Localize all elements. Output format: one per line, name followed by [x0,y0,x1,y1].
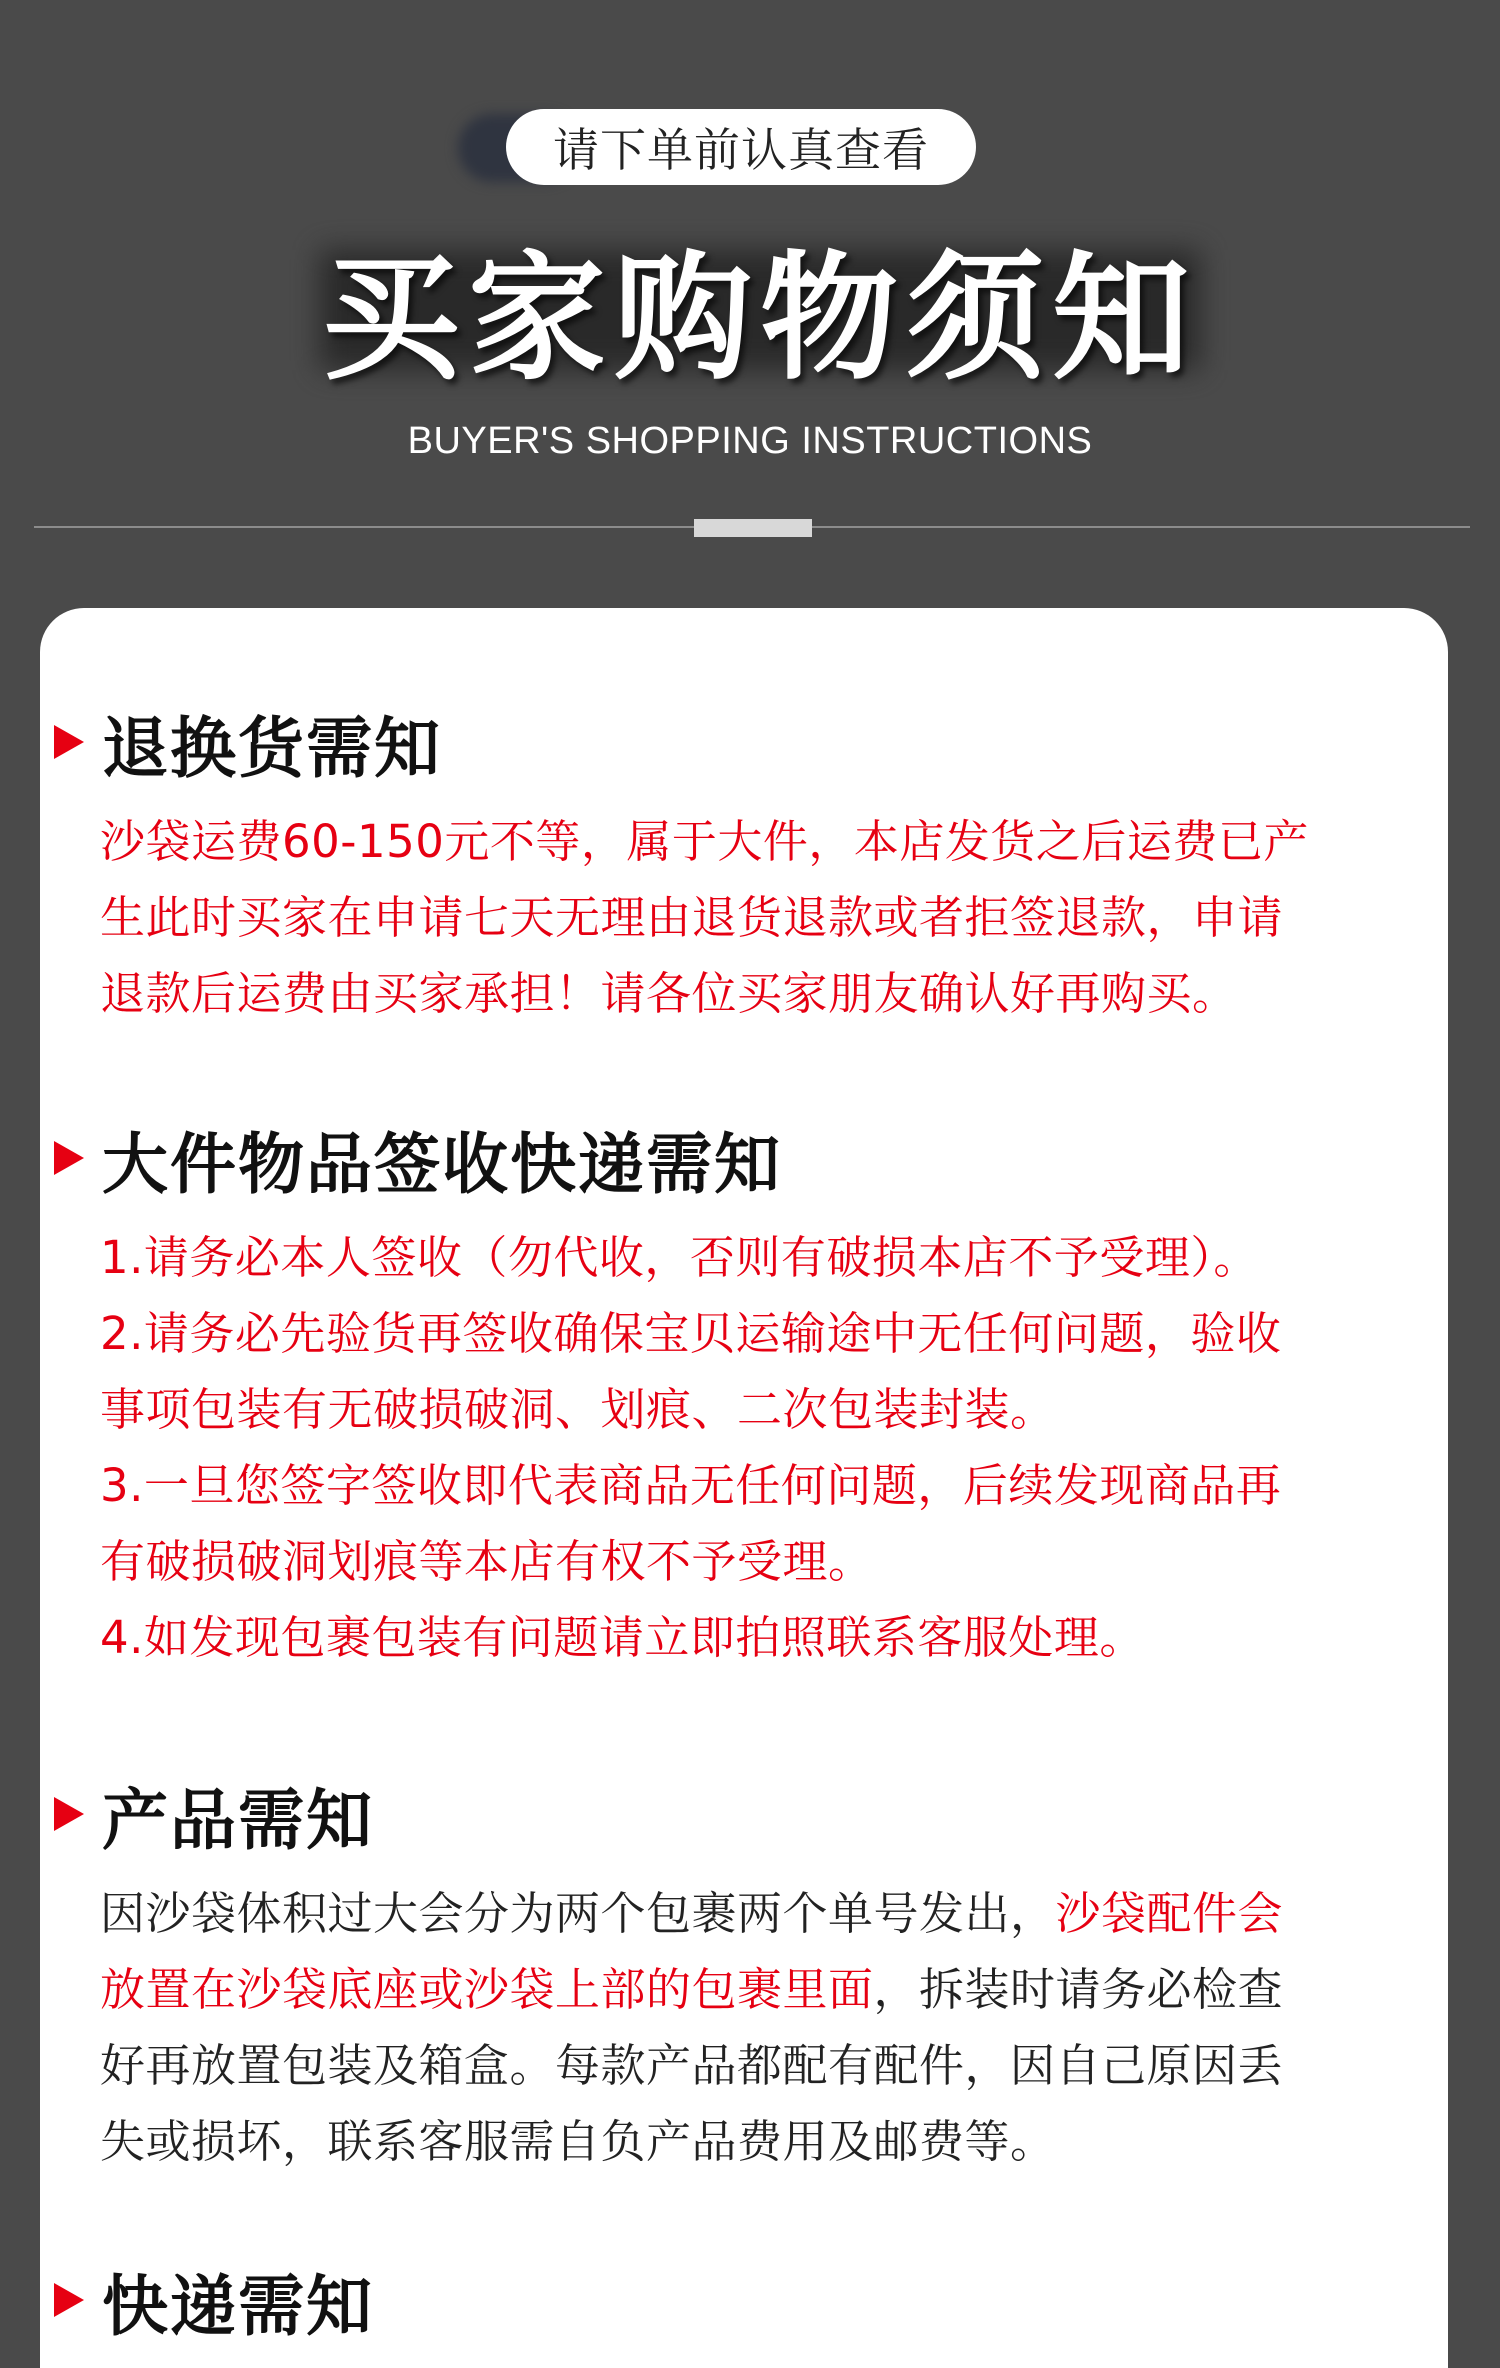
text-line: 退款后运费由买家承担！请各位买家朋友确认好再购买。 [100,967,1238,1020]
text-line: 事项包装有无破损破洞、划痕、二次包装封装。 [100,1383,1056,1436]
text-segment: 因沙袋体积过大会分为两个包裹两个单号发出， [100,1887,1056,1940]
section-title: 产品需知 [102,1781,374,1859]
text-segment: ，拆装时请务必检查 [873,1963,1284,2016]
content-card [40,608,1448,2368]
page-title: 买家购物须知 [321,238,1198,399]
header-pill-text: 请下单前认真查看 [553,123,929,177]
section-header [40,1118,1448,1203]
text-line: 沙袋运费60-150元不等，属于大件，本店发货之后运费已产 [100,815,1309,868]
highlight-segment: 放置在沙袋底座或沙袋上部的包裹里面 [100,1963,874,2016]
red-triangle-icon [54,725,84,759]
text-line: 有破损破洞划痕等本店有权不予受理。 [100,1535,874,1588]
text-line: 好再放置包装及箱盒。每款产品都配有配件，因自己原因丢 [100,2039,1284,2092]
text-line: 1.请务必本人签收（勿代收，否则有破损本店不予受理）。 [100,1231,1259,1284]
section-header [40,1774,1448,1859]
red-triangle-icon [54,2283,84,2317]
section-header [40,702,1448,787]
highlight-segment: 沙袋配件会 [1055,1887,1284,1940]
section-title: 退换货需知 [102,709,442,787]
section-title: 快递需知 [102,2267,374,2345]
text-line [100,1952,1450,2028]
section-body [100,1220,1450,1676]
page-subtitle: BUYER'S SHOPPING INSTRUCTIONS [407,420,1093,462]
text-line: 2.请务必先验货再签收确保宝贝运输途中无任何问题，验收 [100,1307,1282,1360]
header-pill-group [468,106,1018,188]
header-pill [506,109,976,185]
section-header [40,2260,1448,2345]
text-line: 4.如发现包裹包装有问题请立即拍照联系客服处理。 [100,1611,1145,1664]
section-delivery-signing [40,1118,1448,1676]
section-product [40,1774,1448,2180]
text-line: 3.一旦您签字签收即代表商品无任何问题，后续发现商品再 [100,1459,1282,1512]
section-body [100,804,1450,1032]
section-express [40,2260,1448,2345]
section-returns [40,702,1448,1032]
main-title-box [300,232,1220,399]
text-line: 生此时买家在申请七天无理由退货退款或者拒签退款，申请 [100,891,1284,944]
text-line: 失或损坏，联系客服需自负产品费用及邮费等。 [100,2115,1056,2168]
section-body [100,1876,1450,2180]
red-triangle-icon [54,1797,84,1831]
text-line [100,1876,1450,1952]
header-divider-tab [694,519,812,537]
section-title: 大件物品签收快递需知 [102,1125,782,1203]
red-triangle-icon [54,1141,84,1175]
